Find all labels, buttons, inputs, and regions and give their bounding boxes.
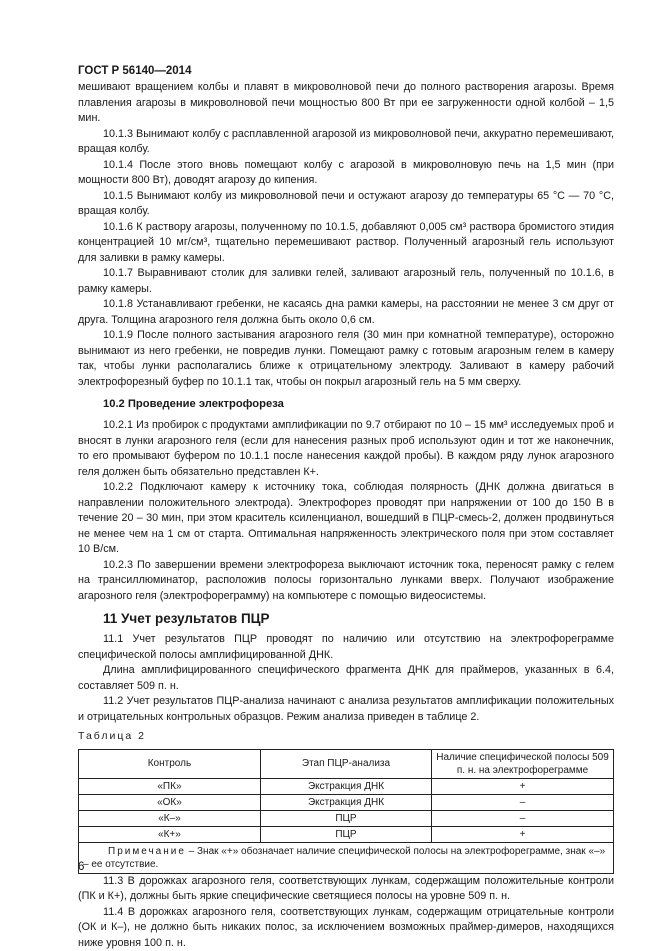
table-header-cell: Наличие специфической полосы 509 п. н. на электрофореграмме [432, 749, 614, 778]
table-cell: Экстракция ДНК [260, 794, 431, 810]
table-cell: ПЦР [260, 826, 431, 842]
table-cell: + [432, 778, 614, 794]
results-table [78, 749, 614, 874]
document-body [78, 80, 614, 951]
table-note [79, 842, 614, 873]
note-label: Примечание [108, 846, 186, 857]
paragraph: Длина амплифицированного специфического фрагмента ДНК для праймеров, указанных в 6.4, составляет 509 п. н. [78, 663, 614, 694]
paragraph: 10.1.7 Выравнивают столик для заливки гелей, заливают агарозный гель, полученный по 10.1.6, в рамку камеры. [78, 266, 614, 297]
paragraph: мешивают вращением колбы и плавят в микроволновой печи до полного растворения агарозы. Время плавления агарозы в микроволновой печи мощностью 800 Вт при ее загруженности одной колбой – 1,5 мин. [78, 80, 614, 127]
table-caption: Таблица 2 [78, 729, 614, 745]
table-row [79, 778, 614, 794]
table-header-row [79, 749, 614, 778]
paragraph: 10.1.5 Вынимают колбу из микроволновой печи и остужают агарозу до температуры 65 °С — 70 °С, вращая колбу. [78, 189, 614, 220]
table-note-row [79, 842, 614, 873]
table-cell: «ПК» [79, 778, 261, 794]
paragraph: 10.1.9 После полного застывания агарозного геля (30 мин при комнатной температуре), осторожно вынимают из него гребенки, не повредив лунки. Помещают рамку с готовым агарозным гелем в камеру так, чтобы лунки располагались ближе к отрицательному электроду. Заливают в камеру рабочий электрофорезный буфер по 10.1.1 так, чтобы он покрыл агарозный гель на 5 мм сверху. [78, 328, 614, 390]
table-cell: «К–» [79, 810, 261, 826]
table-row [79, 810, 614, 826]
paragraph: 10.1.3 Вынимают колбу с расплавленной агарозой из микроволновой печи, аккуратно перемешивают, вращая колбу. [78, 127, 614, 158]
paragraph: 11.4 В дорожках агарозного геля, соответствующих лункам, содержащим отрицательные контроли (ОК и К–), не должно быть никаких полос, за исключением возможных праймер-димеров, находящихся ниже уровня 100 п. н. [78, 905, 614, 951]
table-row [79, 794, 614, 810]
table-cell: Экстракция ДНК [260, 778, 431, 794]
section-heading: 11 Учет результатов ПЦР [103, 610, 614, 627]
table-cell: «ОК» [79, 794, 261, 810]
document-header: ГОСТ Р 56140—2014 [78, 65, 191, 77]
paragraph: 11.1 Учет результатов ПЦР проводят по наличию или отсутствию на электрофореграмме специфической полосы амплифицированной ДНК. [78, 632, 614, 663]
paragraph: 10.2.3 По завершении времени электрофореза выключают источник тока, переносят рамку с гелем на трансиллюминатор, расположив полосы горизонтально лунками вверх. Получают изображение агарозного геля (электрофореграмму) на компьютере с помощью видеосистемы. [78, 558, 614, 605]
table-cell: + [432, 826, 614, 842]
paragraph: 11.2 Учет результатов ПЦР-анализа начинают с анализа результатов амплификации положительных и отрицательных контрольных образцов. Режим анализа приведен в таблице 2. [78, 694, 614, 725]
table-cell: – [432, 794, 614, 810]
table-cell: ПЦР [260, 810, 431, 826]
table-header-cell: Этап ПЦР-анализа [260, 749, 431, 778]
table-cell: – [432, 810, 614, 826]
paragraph: 10.1.4 После этого вновь помещают колбу с агарозой в микроволновую печь на 1,5 мин (при мощности 800 Вт), доводят агарозу до кипения. [78, 158, 614, 189]
table-header-cell: Контроль [79, 749, 261, 778]
paragraph: 10.2.2 Подключают камеру к источнику тока, соблюдая полярность (ДНК должна двигаться в направлении положительного электрода). Электрофорез проводят при напряжении от 100 до 150 В в течение 20 – 30 мин, при этом краситель ксиленцианол, вошедший в ПЦР-смесь-2, должен продвинуться не менее чем на 1 см от старта. Оптимальная напряженность электрического поля при этом составляет 10 В/см. [78, 480, 614, 558]
table-row [79, 826, 614, 842]
paragraph: 10.1.6 К раствору агарозы, полученному по 10.1.5, добавляют 0,005 см³ раствора бромистого этидия концентрацией 10 мг/см³, тщательно перемешивают раствор. Полученный агарозный гель используют для заливки в рамку камеры. [78, 220, 614, 267]
paragraph: 10.2.1 Из пробирок с продуктами амплификации по 9.7 отбирают по 10 – 15 мм³ исследуемых проб и вносят в лунки агарозного геля (если для нанесения разных проб используют один и тот же наконечник, то его промывают буфером по 10.1.1 после нанесения каждой пробы). В каждом ряду лунок агарозного геля должен быть обязательно представлен К+. [78, 418, 614, 480]
paragraph: 11.3 В дорожках агарозного геля, соответствующих лункам, содержащим положительные контроли (ПК и К+), должны быть яркие специфические светящиеся полосы на уровне 509 п. н. [78, 874, 614, 905]
page-number: 6 [78, 861, 84, 873]
note-text: – Знак «+» обозначает наличие специфической полосы на электрофореграмме, знак «–» – ее отсутствие. [83, 846, 605, 870]
table-cell: «К+» [79, 826, 261, 842]
paragraph: 10.1.8 Устанавливают гребенки, не касаясь дна рамки камеры, на расстоянии не менее 3 см друг от друга. Толщина агарозного геля должна быть около 0,6 см. [78, 297, 614, 328]
subsection-heading: 10.2 Проведение электрофореза [103, 397, 614, 411]
